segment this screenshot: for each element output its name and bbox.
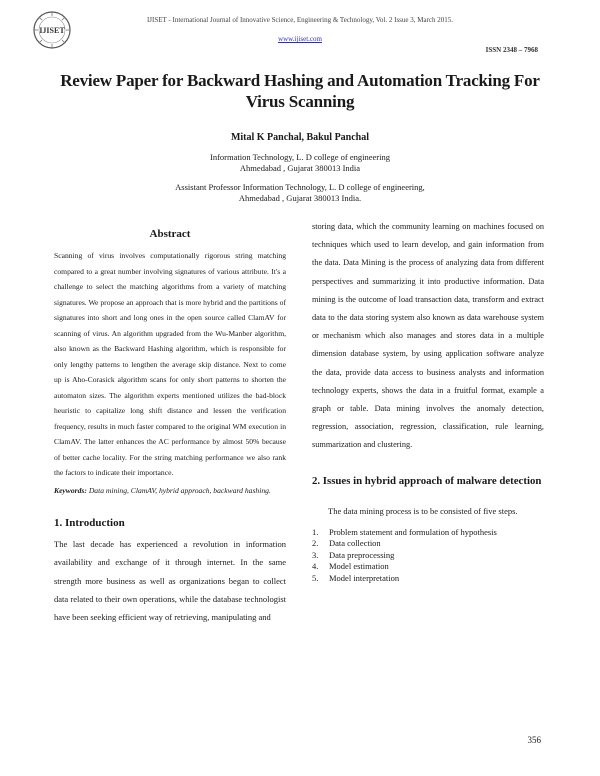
- list-item-text: Problem statement and formulation of hypothesis: [329, 526, 497, 537]
- journal-citation: IJISET - International Journal of Innovative Science, Engineering & Technology, Vol. 2 Issue 3, March 2015.: [146, 16, 454, 24]
- right-column: [312, 218, 544, 584]
- introduction-text: The last decade has experienced a revolution in information availability and exchange of it through internet. In the same strength more business as well as organizations began to collect data related to their own operations, while the database technologist have been seeking efficient way of retrieving, manipulating and: [54, 539, 286, 623]
- list-item-text: Data collection: [329, 538, 381, 549]
- list-item: [312, 561, 544, 573]
- abstract-text: Scanning of virus involves computationally rigorous string matching compared to a great number involving signatures of various attribute. It's a challenge to select the matching algorithms from a variety of matching signatures. We propose an approach that is more hybrid and the partitions of signatures into short and long ones in the open source called ClamAV for scanning of virus. An algorithm upgraded from the Wu-Manber algorithm, also known as the Backward Hashing algorithm, which is responsible for only lengthy patterns to lengthen the average skip distance. Next to come up is Aho-Corasick algorithm scans for only short patterns to shorten the automaton sizes. The algorithm experts mentioned utilizes the bad-block heuristic to capitalize long shift distance and lessen the verification frequency, results in much faster compared to the original WM execution in ClamAV. The latter enhances the AC performance by almost 50% because of better cache locality. For the string matching performance we also rank the factors to indicate their importance.: [54, 251, 286, 477]
- keywords-list: Data mining, ClamAV, hybrid approach, backward hashing.: [88, 485, 271, 495]
- left-column: [54, 226, 286, 626]
- keywords-label: Keywords:: [54, 485, 87, 495]
- keywords: [54, 486, 286, 496]
- abstract-heading: Abstract: [149, 228, 191, 240]
- list-item-text: Model interpretation: [329, 572, 400, 583]
- paper-title: Review Paper for Backward Hashing and Automation Tracking For Virus Scanning: [60, 71, 540, 111]
- page-number: 356: [527, 735, 541, 745]
- affiliation-2: [90, 182, 510, 204]
- section-2-intro: The data mining process is to be consisted of five steps.: [328, 505, 518, 516]
- affiliation-2-line-1: Assistant Professor Information Technology, L. D college of engineering,: [175, 182, 425, 192]
- list-item: [312, 573, 544, 585]
- section-2-heading: 2. Issues in hybrid approach of malware detection: [312, 474, 542, 487]
- paper-authors: Mital K Panchal, Bakul Panchal: [230, 132, 370, 143]
- list-item-number: 5.: [312, 572, 319, 583]
- issn-label: ISSN 2348 – 7968: [485, 46, 538, 54]
- continued-text: storing data, which the community learning on machines focused on techniques which used to learn develop, and gain information from the data. Data Mining is the process of analyzing data from different perspectives and summarizing it into productive information. Data mining is the outcome of load transaction data, transform and extract data to the data storing system also known as data warehouse system or mechanism which also manages and stores data in a multiple dimension database system, by using application software analyze the data, provide data access to business analysts and information technology experts, shows the data in a fruitful format, example a graph or table. Data mining involves the anomaly detection, regression, association, regression, classification, rule learning, summarization and clustering.: [312, 222, 544, 450]
- introduction-heading: 1. Introduction: [54, 517, 125, 529]
- list-item-text: Model estimation: [329, 561, 389, 572]
- affiliation-1-line-1: Information Technology, L. D college of engineering: [210, 152, 390, 162]
- list-item: [312, 527, 544, 539]
- affiliation-1: [90, 152, 510, 174]
- list-item-number: 2.: [312, 538, 319, 549]
- list-item: [312, 550, 544, 562]
- affiliation-1-line-2: Ahmedabad , Gujarat 380013 India: [239, 163, 361, 173]
- list-item-text: Data preprocessing: [329, 549, 395, 560]
- list-item: [312, 538, 544, 550]
- journal-url-link[interactable]: www.ijiset.com: [278, 35, 322, 43]
- journal-logo: [32, 10, 72, 50]
- list-item-number: 4.: [312, 561, 319, 572]
- steps-list: [312, 527, 544, 585]
- list-item-number: 1.: [312, 526, 319, 537]
- logo-text: IJISET: [39, 26, 65, 35]
- affiliation-2-line-2: Ahmedabad , Gujarat 380013 India.: [238, 193, 362, 203]
- list-item-number: 3.: [312, 549, 319, 560]
